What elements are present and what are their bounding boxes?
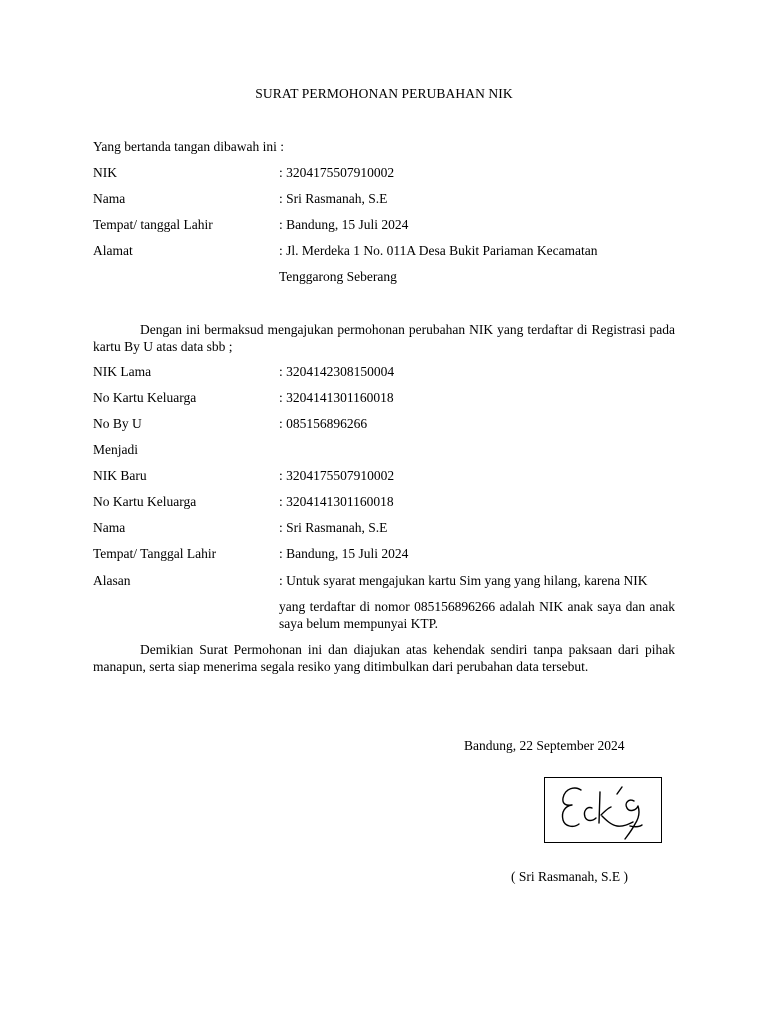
new-kk-label: No Kartu Keluarga [93, 494, 197, 509]
signature-box [544, 777, 662, 843]
ttl-label: Tempat/ tanggal Lahir [93, 217, 213, 232]
place-date: Bandung, 22 September 2024 [464, 738, 625, 753]
old-kk-value: : 3204141301160018 [279, 390, 394, 405]
alamat-value-line-2: Tenggarong Seberang [279, 269, 397, 284]
nik-baru-label: NIK Baru [93, 468, 147, 483]
request-paragraph: Dengan ini bermaksud mengajukan permohonan perubahan NIK yang terdaftar di Registrasi pada kartu By U atas data sbb ; [93, 322, 675, 354]
new-ttl-label: Tempat/ Tanggal Lahir [93, 546, 217, 561]
nama-label: Nama [93, 191, 126, 206]
new-nama-label: Nama [93, 520, 126, 535]
old-kk-label: No Kartu Keluarga [93, 390, 197, 405]
new-nama-value: : Sri Rasmanah, S.E [279, 520, 388, 535]
byu-value: : 085156896266 [279, 416, 368, 431]
alasan-value-line-1: : Untuk syarat mengajukan kartu Sim yang yang hilang, karena NIK [279, 573, 648, 588]
nik-label: NIK [93, 165, 117, 180]
letter-title: SURAT PERMOHONAN PERUBAHAN NIK [255, 86, 513, 101]
nik-baru-value: : 3204175507910002 [279, 468, 395, 483]
alasan-value-line-2: yang terdaftar di nomor 085156896266 adalah NIK anak saya dan anak saya belum mempunyai KTP. [279, 599, 675, 631]
nik-lama-value: : 3204142308150004 [279, 364, 395, 379]
alamat-label: Alamat [93, 243, 133, 258]
nama-value: : Sri Rasmanah, S.E [279, 191, 388, 206]
menjadi-text: Menjadi [93, 442, 138, 457]
closing-paragraph: Demikian Surat Permohonan ini dan diajukan atas kehendak sendiri tanpa paksaan dari pihak manapun, serta siap menerima segala resiko yang ditimbulkan dari perubahan data tersebut. [93, 642, 675, 674]
new-kk-value: : 3204141301160018 [279, 494, 394, 509]
signer-name: ( Sri Rasmanah, S.E ) [511, 869, 628, 884]
byu-label: No By U [93, 416, 142, 431]
nik-lama-label: NIK Lama [93, 364, 152, 379]
ttl-value: : Bandung, 15 Juli 2024 [279, 217, 409, 232]
alasan-label: Alasan [93, 573, 131, 588]
alamat-value-line-1: : Jl. Merdeka 1 No. 011A Desa Bukit Pariaman Kecamatan [279, 243, 598, 258]
new-ttl-value: : Bandung, 15 Juli 2024 [279, 546, 409, 561]
nik-value: : 3204175507910002 [279, 165, 395, 180]
intro-text: Yang bertanda tangan dibawah ini : [93, 139, 284, 154]
signature-image [545, 778, 663, 844]
